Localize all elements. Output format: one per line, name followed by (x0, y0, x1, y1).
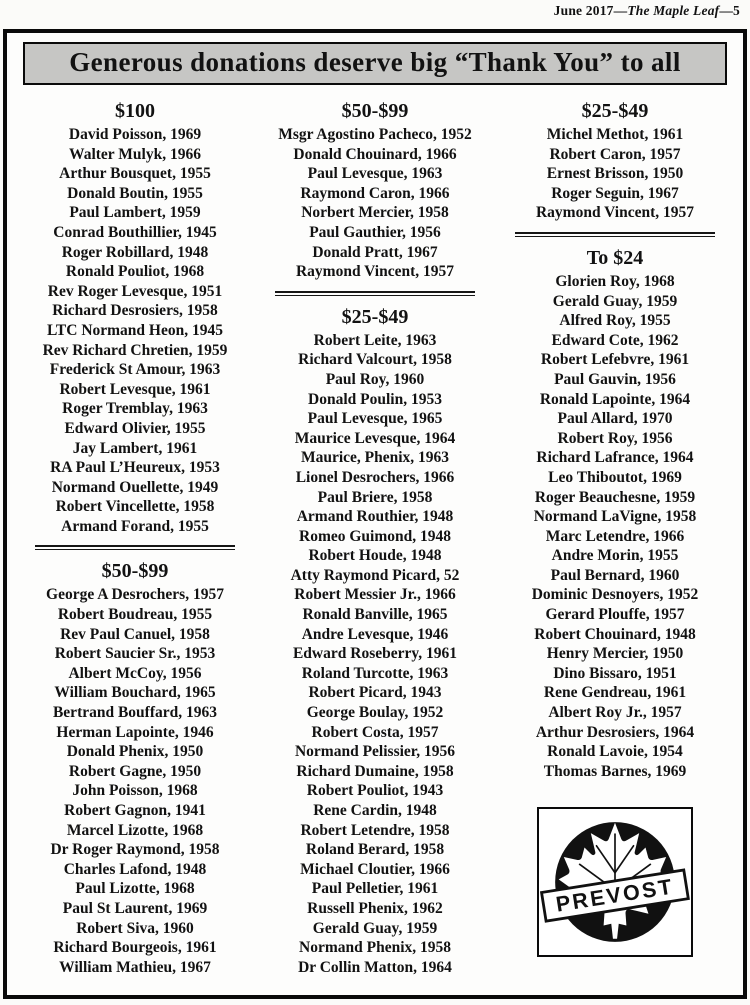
donor-entry: Raymond Vincent, 1957 (535, 204, 695, 222)
maple-leaf-logo-icon (540, 810, 690, 954)
page-border-box (3, 29, 747, 999)
donor-entry: Donald Poulin, 1953 (308, 390, 442, 408)
donor-entry: Roger Tremblay, 1963 (62, 400, 208, 418)
donor-entry: Maurice, Phenix, 1963 (300, 449, 450, 467)
donor-entry: Ronald Lapointe, 1964 (539, 390, 691, 408)
donor-entry: Dominic Desnoyers, 1952 (531, 586, 699, 604)
donor-entry: Thomas Barnes, 1969 (543, 762, 687, 780)
donor-entry: Paul Pelletier, 1961 (311, 880, 439, 898)
donor-entry: Normand LaVigne, 1958 (533, 508, 697, 526)
donor-entry: Robert Gagne, 1950 (68, 762, 202, 780)
donor-entry: Andre Levesque, 1946 (301, 625, 449, 643)
donor-entry: Marcel Lizotte, 1968 (66, 821, 204, 839)
donor-entry: Robert Boudreau, 1955 (57, 606, 213, 624)
donor-column-3-list (497, 98, 733, 781)
donor-entry: Armand Forand, 1955 (61, 517, 209, 535)
donor-entry: Rene Gendreau, 1961 (543, 684, 687, 702)
donor-entry: Robert Houde, 1948 (308, 547, 442, 565)
donor-entry: Normand Ouellette, 1949 (51, 478, 219, 496)
donor-entry: Roger Beauchesne, 1959 (534, 488, 696, 506)
tier-heading: $25-$49 (581, 100, 649, 122)
donor-entry: Atty Raymond Picard, 52 (290, 566, 460, 584)
donor-entry: Msgr Agostino Pacheco, 1952 (278, 126, 472, 143)
donor-entry: Robert Leite, 1963 (313, 331, 437, 349)
donor-entry: Robert Gagnon, 1941 (64, 802, 206, 819)
running-head (554, 3, 740, 19)
donor-entry: Conrad Bouthillier, 1945 (53, 223, 217, 241)
donor-entry: Robert Chouinard, 1948 (534, 625, 696, 643)
donor-entry: Gerald Guay, 1959 (312, 919, 438, 937)
donor-entry: George A Desrochers, 1957 (46, 586, 224, 604)
donor-entry: Paul Gauvin, 1956 (554, 370, 676, 388)
donor-entry: Paul Briere, 1958 (317, 488, 433, 506)
tier-heading: $25-$49 (341, 305, 409, 328)
donor-entry: David Poisson, 1969 (68, 126, 202, 143)
donor-entry: Robert Letendre, 1958 (300, 821, 450, 839)
donor-entry: Ronald Pouliot, 1968 (65, 263, 205, 281)
donor-entry: Rene Cardin, 1948 (313, 802, 437, 819)
donor-entry: Russell Phenix, 1962 (307, 899, 443, 917)
donor-entry: Paul St Laurent, 1969 (62, 899, 208, 917)
donor-entry: Jay Lambert, 1961 (72, 439, 198, 457)
donor-entry: Leo Thiboutot, 1969 (548, 468, 682, 486)
donor-entry: Charles Lafond, 1948 (63, 860, 207, 878)
donor-entry: Rev Richard Chretien, 1959 (42, 341, 228, 359)
donor-entry: Paul Bernard, 1960 (550, 566, 680, 584)
donor-entry: Paul Levesque, 1963 (307, 165, 443, 183)
running-head-newsletter-title: The Maple Leaf (627, 3, 720, 18)
donor-entry: Paul Gauthier, 1956 (309, 223, 441, 241)
donor-entry: Bertrand Bouffard, 1963 (52, 704, 218, 722)
donor-entry: Robert Saucier Sr., 1953 (54, 645, 216, 663)
donor-entry: Gerald Guay, 1959 (552, 292, 678, 310)
donor-entry: Robert Lefebvre, 1961 (540, 351, 690, 369)
donor-entry: Edward Cote, 1962 (551, 331, 679, 349)
donor-entry: Lionel Desrochers, 1966 (295, 468, 455, 486)
donor-entry: Gerard Plouffe, 1957 (545, 606, 685, 624)
donor-entry: Robert Pouliot, 1943 (306, 782, 444, 800)
donor-entry: Dr Collin Matton, 1964 (298, 958, 452, 976)
donor-column-2 (257, 96, 493, 977)
prevost-logo (537, 807, 693, 957)
tier-heading: To $24 (586, 246, 644, 269)
donor-entry: Armand Routhier, 1948 (296, 508, 454, 526)
donor-entry: Paul Roy, 1960 (325, 370, 425, 388)
donor-entry: Richard Desrosiers, 1958 (52, 302, 218, 320)
donor-entry: John Poisson, 1968 (72, 782, 198, 800)
donor-entry: Walter Mulyk, 1966 (69, 145, 201, 163)
donor-entry: Edward Roseberry, 1961 (292, 645, 458, 663)
donor-entry: William Mathieu, 1967 (59, 958, 211, 976)
donor-entry: Dino Bissaro, 1951 (553, 664, 677, 682)
donor-column-1 (17, 96, 253, 977)
donor-entry: Rev Paul Canuel, 1958 (60, 625, 210, 643)
donor-entry: Donald Boutin, 1955 (67, 184, 203, 202)
donor-entry: Maurice Levesque, 1964 (294, 429, 456, 447)
donor-column-3 (497, 96, 733, 977)
donor-entry: Albert Roy Jr., 1957 (548, 704, 682, 722)
donor-entry: Normand Pelissier, 1956 (294, 743, 456, 761)
donor-columns (7, 85, 743, 977)
donor-entry: Richard Valcourt, 1958 (298, 351, 452, 369)
prevost-logo-text: PREVOST (554, 874, 676, 918)
tier-heading: $100 (115, 100, 155, 122)
donor-entry: Norbert Mercier, 1958 (301, 204, 449, 222)
section-divider (275, 291, 476, 296)
donor-entry: Roger Robillard, 1948 (61, 243, 209, 261)
donor-entry: William Bouchard, 1965 (54, 684, 216, 702)
donor-entry: Robert Picard, 1943 (308, 684, 442, 702)
donor-entry: RA Paul L’Heureux, 1953 (50, 459, 220, 477)
headline-banner (23, 42, 727, 85)
donor-entry: Ronald Lavoie, 1954 (547, 743, 683, 761)
donor-entry: Edward Olivier, 1955 (64, 419, 206, 437)
section-divider (35, 545, 236, 550)
headline-title: Generous donations deserve big “Thank You” to all (69, 47, 681, 77)
donor-entry: Raymond Vincent, 1957 (295, 263, 455, 281)
donor-entry: Donald Chouinard, 1966 (293, 145, 457, 163)
running-head-issue: June 2017— (553, 3, 628, 18)
donor-entry: Henry Mercier, 1950 (546, 645, 684, 663)
donor-entry: Donald Phenix, 1950 (66, 743, 204, 761)
donor-entry: Ronald Banville, 1965 (302, 606, 448, 624)
donor-entry: Paul Allard, 1970 (557, 410, 673, 428)
donor-entry: Herman Lapointe, 1946 (56, 723, 214, 741)
donor-entry: Alfred Roy, 1955 (559, 312, 671, 330)
donor-entry: Arthur Desrosiers, 1964 (535, 723, 695, 741)
donor-entry: Rev Roger Levesque, 1951 (47, 282, 223, 300)
donor-entry: Raymond Caron, 1966 (300, 184, 450, 202)
donor-entry: Roland Berard, 1958 (305, 841, 445, 859)
donor-entry: Robert Levesque, 1961 (59, 380, 211, 398)
donor-entry: Andre Morin, 1955 (551, 547, 679, 565)
donor-entry: Robert Caron, 1957 (549, 145, 681, 163)
donor-entry: Michael Cloutier, 1966 (300, 860, 450, 878)
donor-entry: Robert Siva, 1960 (76, 919, 194, 937)
donor-entry: Robert Vincellette, 1958 (55, 498, 215, 516)
running-head-page-number: —5 (719, 3, 740, 18)
donor-entry: Richard Lafrance, 1964 (536, 449, 694, 467)
donor-entry: Robert Costa, 1957 (311, 723, 439, 741)
donor-entry: Dr Roger Raymond, 1958 (50, 841, 220, 859)
donor-entry: Albert McCoy, 1956 (68, 664, 202, 682)
donor-entry: Paul Levesque, 1965 (307, 410, 443, 428)
section-divider (515, 232, 716, 237)
donor-entry: Robert Roy, 1956 (557, 429, 673, 447)
tier-heading: $50-$99 (341, 100, 409, 122)
donor-entry: Paul Lizotte, 1968 (75, 880, 195, 898)
donor-entry: Frederick St Amour, 1963 (49, 361, 221, 379)
donor-entry: Romeo Guimond, 1948 (299, 527, 451, 545)
tier-heading: $50-$99 (101, 560, 169, 583)
donor-entry: Ernest Brisson, 1950 (546, 165, 684, 183)
donor-entry: Richard Dumaine, 1958 (296, 762, 454, 780)
donor-entry: Paul Lambert, 1959 (69, 204, 201, 222)
donor-entry: Arthur Bousquet, 1955 (59, 165, 211, 183)
donor-entry: Robert Messier Jr., 1966 (294, 586, 456, 604)
donor-entry: LTC Normand Heon, 1945 (47, 321, 223, 339)
donor-entry: George Boulay, 1952 (306, 704, 444, 722)
donor-entry: Michel Methot, 1961 (546, 126, 684, 143)
donor-entry: Roger Seguin, 1967 (551, 184, 679, 202)
donor-entry: Marc Letendre, 1966 (545, 527, 685, 545)
donor-entry: Glorien Roy, 1968 (555, 272, 675, 290)
donor-entry: Richard Bourgeois, 1961 (53, 939, 217, 957)
donor-entry: Normand Phenix, 1958 (299, 939, 451, 957)
donor-entry: Roland Turcotte, 1963 (301, 664, 449, 682)
donor-entry: Donald Pratt, 1967 (312, 243, 438, 261)
